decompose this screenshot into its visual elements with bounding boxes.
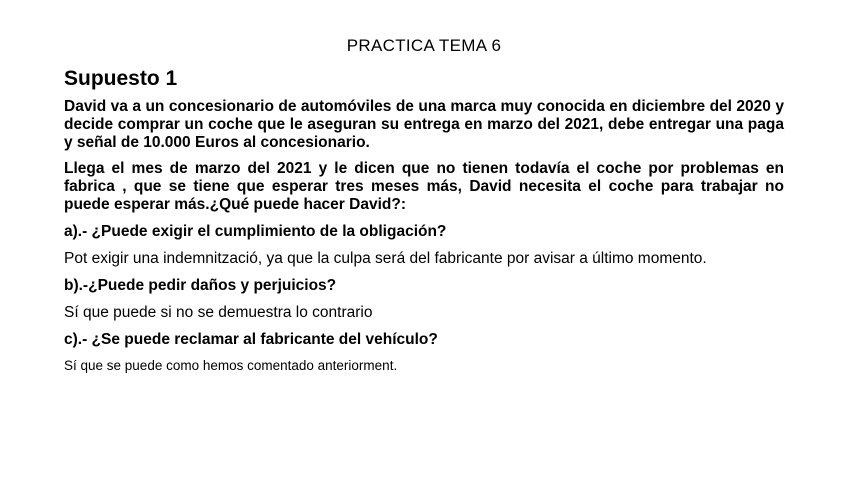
case-heading: Supuesto 1 — [64, 67, 178, 90]
question-c: c).- ¿Se puede reclamar al fabricante del vehículo? — [64, 331, 438, 348]
answer-b: Sí que puede si no se demuestra lo contrario — [64, 304, 373, 321]
answer-a: Pot exigir una indemnització, ya que la culpa será del fabricante por avisar a último momento. — [64, 250, 707, 267]
slide-content — [64, 66, 784, 375]
question-a: a).- ¿Puede exigir el cumplimiento de la obligación? — [64, 223, 447, 240]
case-paragraph-2: Llega el mes de marzo del 2021 y le dicen que no tienen todavía el coche por problemas en fabrica , que se tiene que esperar tres meses más, David necesita el coche para trabajar no puede esperar más.¿Qué puede hacer David?: — [64, 160, 784, 213]
question-b: b).-¿Puede pedir daños y perjuicios? — [64, 277, 337, 294]
answer-c: Sí que se puede como hemos comentado anteriorment. — [64, 358, 398, 373]
case-paragraph-1: David va a un concesionario de automóviles de una marca muy conocida en diciembre del 2020 y decide comprar un coche que le aseguran su entrega en marzo del 2021, debe entregar una paga y señal de 10.000 Euros al concesionario. — [64, 98, 784, 151]
slide-title: PRACTICA TEMA 6 — [346, 36, 502, 55]
